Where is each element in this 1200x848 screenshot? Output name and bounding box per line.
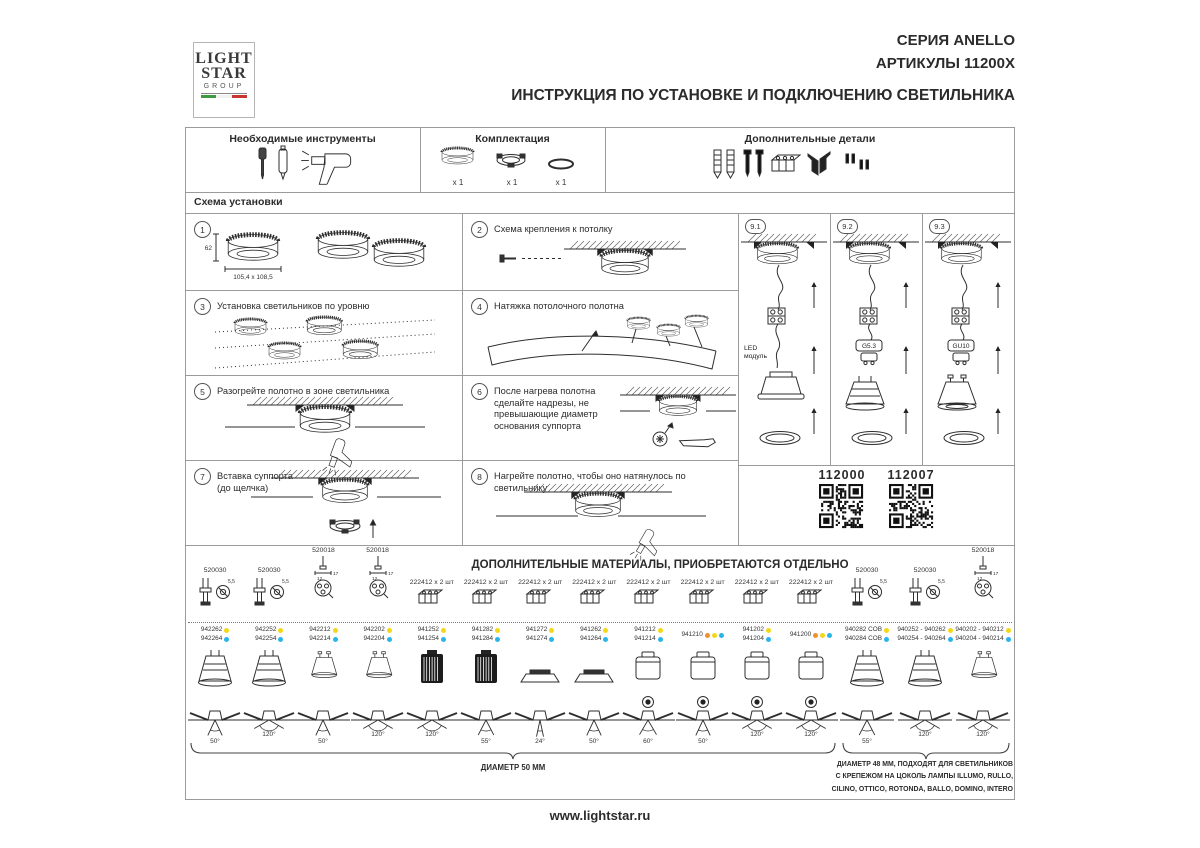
accessory-code: 222412 x 2 шт bbox=[518, 579, 563, 586]
article-number: 112000 bbox=[818, 468, 866, 482]
svg-text:5,5: 5,5 bbox=[938, 579, 945, 585]
lamp-icon bbox=[246, 648, 292, 696]
lamp-code-row bbox=[472, 626, 500, 635]
variant-9-3-diagram bbox=[922, 222, 1014, 467]
lamp-code: 941254 bbox=[417, 635, 439, 642]
lamp-codes bbox=[634, 622, 662, 648]
variant-number: 9.2 bbox=[837, 219, 858, 234]
color-temp-dot-cyan bbox=[224, 637, 229, 642]
color-temp-dot-yellow bbox=[333, 628, 338, 633]
lamp-code-row bbox=[418, 626, 446, 635]
accessory bbox=[410, 545, 454, 622]
variant-9-2-diagram bbox=[830, 222, 922, 467]
lamp-codes bbox=[309, 622, 337, 648]
lamp-code-row bbox=[897, 626, 952, 635]
accessory-code: 222412 x 2 шт bbox=[680, 579, 725, 586]
lamp-code: 942202 bbox=[363, 626, 385, 634]
dashed-divider bbox=[188, 622, 1012, 623]
lamp-icon bbox=[355, 648, 401, 696]
lamp-code: 940204 - 940214 bbox=[955, 635, 1004, 642]
lamp-icon bbox=[517, 648, 563, 696]
italian-flag-bar bbox=[201, 93, 247, 98]
lamp-code-row bbox=[955, 635, 1010, 644]
lamp-code-row bbox=[580, 635, 608, 644]
lamp-code: 941282 bbox=[471, 626, 494, 634]
tools-icons bbox=[255, 146, 375, 191]
tools-title: Необходимые инструменты bbox=[229, 133, 376, 145]
lamp-code: 940202 - 940212 bbox=[955, 626, 1004, 634]
lamp-code-row bbox=[472, 635, 500, 644]
color-temp-dot-cyan bbox=[441, 637, 446, 642]
svg-text:105,4 x 108,5: 105,4 x 108,5 bbox=[233, 274, 273, 281]
lamp-icon bbox=[300, 648, 346, 696]
svg-text:17: 17 bbox=[387, 572, 393, 577]
color-temp-dot-orange bbox=[813, 633, 818, 638]
step-1-diagram bbox=[195, 229, 455, 290]
lamp-code-row bbox=[526, 626, 554, 635]
svg-text:LED: LED bbox=[744, 345, 758, 352]
lamp-icon bbox=[463, 648, 509, 696]
lamp-code: 940282 COB bbox=[845, 626, 882, 634]
terminal-accessory-icon bbox=[469, 586, 503, 613]
additional-materials-section bbox=[185, 545, 1015, 800]
svg-text:62: 62 bbox=[204, 245, 212, 252]
accessory-code: 520030 bbox=[203, 567, 227, 574]
color-temp-dot-yellow bbox=[766, 628, 771, 633]
svg-text:17: 17 bbox=[333, 572, 339, 577]
accessory-code: 520018 bbox=[312, 547, 335, 554]
lamp-icon bbox=[625, 648, 671, 696]
step-6-diagram bbox=[620, 387, 736, 462]
color-temp-dot-cyan bbox=[658, 637, 663, 642]
svg-text:120°: 120° bbox=[425, 731, 439, 738]
svg-text:55°: 55° bbox=[862, 738, 872, 745]
step-number: 4 bbox=[471, 298, 488, 315]
kit-item-ring bbox=[546, 156, 576, 187]
accessory-code: 520030 bbox=[913, 567, 937, 574]
lamp-code-row bbox=[201, 635, 229, 644]
color-temp-dot-cyan bbox=[278, 637, 283, 642]
lamp-code: 940254 - 940264 bbox=[897, 635, 946, 642]
color-temp-dot-cyan bbox=[1006, 637, 1011, 642]
color-temp-dot-yellow bbox=[712, 633, 717, 638]
accessory bbox=[249, 545, 289, 622]
materials-title: ДОПОЛНИТЕЛЬНЫЕ МАТЕРИАЛЫ, ПРИОБРЕТАЮТСЯ ОТДЕЛЬНО bbox=[471, 559, 849, 571]
lamp-icon bbox=[409, 648, 455, 696]
material-column bbox=[567, 545, 621, 748]
step-2-diagram bbox=[498, 239, 718, 290]
svg-text:120°: 120° bbox=[976, 731, 990, 738]
lamp-code: 940284 COB bbox=[845, 635, 882, 642]
lamp-code: 942262 bbox=[200, 626, 223, 634]
variant-number: 9.1 bbox=[745, 219, 766, 234]
accessory-code: 520018 bbox=[366, 547, 389, 554]
lamp-codes bbox=[418, 622, 446, 648]
lamp-codes bbox=[201, 622, 229, 648]
step-title: Нагрейте полотно, чтобы оно натянулось по светильнику bbox=[494, 471, 686, 493]
step-subtitle: (до щелчка) bbox=[217, 483, 269, 493]
step-number: 5 bbox=[194, 383, 211, 400]
step-title: Вставка суппорта bbox=[217, 471, 293, 481]
color-temp-dot-cyan bbox=[827, 633, 832, 638]
color-temp-dot-cyan bbox=[948, 637, 953, 642]
website-url: www.lightstar.ru bbox=[549, 808, 651, 823]
step-2 bbox=[462, 213, 738, 290]
lamp-code-row bbox=[363, 626, 391, 635]
step-5 bbox=[185, 375, 462, 460]
kit-item-fixture bbox=[438, 146, 478, 187]
color-temp-dot-cyan bbox=[549, 637, 554, 642]
material-column bbox=[188, 545, 242, 748]
color-temp-dot-yellow bbox=[884, 628, 889, 633]
fixture-icon bbox=[438, 146, 478, 177]
accessory-code: 222412 x 2 шт bbox=[788, 579, 834, 586]
lamp-code-row bbox=[845, 626, 889, 635]
step-5-diagram bbox=[225, 397, 425, 464]
terminal-accessory-icon bbox=[686, 586, 720, 613]
lamp-codes bbox=[526, 622, 554, 648]
svg-text:120°: 120° bbox=[804, 731, 818, 738]
lamp-codes bbox=[255, 622, 283, 648]
lamp-codes bbox=[681, 622, 723, 648]
lamp-code: 942204 bbox=[363, 635, 385, 642]
qr-section bbox=[738, 468, 1015, 544]
accessory bbox=[518, 545, 562, 622]
kit-count: x 1 bbox=[555, 178, 567, 187]
lamp-code: 941272 bbox=[525, 626, 548, 634]
lamp-icon bbox=[192, 648, 238, 696]
lamp-codes bbox=[955, 622, 1010, 648]
lamp-icon bbox=[680, 648, 726, 696]
clip-accessory-icon bbox=[847, 574, 887, 617]
svg-text:120°: 120° bbox=[918, 731, 932, 738]
lamp-code: 940252 - 940262 bbox=[897, 626, 946, 634]
svg-text:120°: 120° bbox=[262, 731, 276, 738]
lamp-codes bbox=[363, 622, 391, 648]
step-number: 1 bbox=[194, 221, 211, 238]
material-column bbox=[676, 545, 730, 748]
lamp-code-row bbox=[634, 626, 662, 635]
svg-text:модуль: модуль bbox=[744, 353, 768, 360]
lamp-code-row bbox=[634, 635, 662, 644]
lamp-code-row bbox=[526, 635, 554, 644]
lamp-code-row bbox=[743, 626, 771, 635]
accessory-code: 222412 x 2 шт bbox=[626, 579, 671, 586]
qr-item bbox=[818, 468, 865, 544]
material-column bbox=[405, 545, 459, 748]
accessory-code: 222412 x 2 шт bbox=[734, 579, 779, 586]
accessory bbox=[735, 545, 779, 622]
lamp-code: 941284 bbox=[471, 635, 494, 642]
step-title: Разогрейте полотно в зоне светильника bbox=[217, 386, 390, 396]
color-temp-dot-yellow bbox=[495, 628, 500, 633]
lamp-codes bbox=[845, 622, 889, 648]
lamp-code-row bbox=[845, 635, 889, 644]
step-number: 8 bbox=[471, 468, 488, 485]
accessory-code: 520030 bbox=[257, 567, 281, 574]
color-temp-dot-cyan bbox=[719, 633, 724, 638]
lamp-code-row bbox=[201, 626, 229, 635]
logo-text: LIGHT bbox=[195, 50, 253, 67]
color-temp-dot-cyan bbox=[603, 637, 608, 642]
divider-line bbox=[185, 192, 1015, 193]
svg-text:55°: 55° bbox=[481, 738, 491, 745]
svg-text:50°: 50° bbox=[210, 738, 220, 745]
variant-number: 9.3 bbox=[929, 219, 950, 234]
lamp-code: 941274 bbox=[525, 635, 548, 642]
accessory bbox=[572, 545, 616, 622]
lamp-codes bbox=[580, 622, 608, 648]
note-line: С КРЕПЕЖОМ НА ЦОКОЛЬ ЛАМПЫ ILLUMO, RULLO, bbox=[835, 773, 1013, 781]
step-title: Установка светильников по уровню bbox=[217, 301, 370, 311]
material-column bbox=[954, 545, 1012, 748]
svg-text:50°: 50° bbox=[589, 738, 600, 745]
lamp-code-row bbox=[418, 635, 446, 644]
color-temp-dot-cyan bbox=[766, 637, 771, 642]
step-7-diagram bbox=[251, 470, 441, 549]
page-title: ИНСТРУКЦИЯ ПО УСТАНОВКЕ И ПОДКЛЮЧЕНИЮ СВЕТИЛЬНИКА bbox=[511, 87, 1015, 104]
lamp-icon bbox=[734, 648, 780, 696]
lamp-code-row bbox=[681, 631, 723, 640]
clip-accessory-icon bbox=[905, 574, 945, 617]
lamp-code: 941262 bbox=[580, 626, 602, 634]
clip-accessory-icon bbox=[195, 574, 235, 617]
color-temp-dot-yellow bbox=[387, 628, 392, 633]
lamp-code: 941210 bbox=[681, 630, 703, 638]
series-title: СЕРИЯ ANELLO bbox=[896, 32, 1015, 49]
lamp-code-row bbox=[309, 635, 337, 644]
lamp-code: 941264 bbox=[580, 635, 602, 642]
accessory bbox=[358, 545, 398, 622]
lamp-code: 942254 bbox=[255, 635, 277, 642]
step-number: 3 bbox=[194, 298, 211, 315]
lamp-code: 941202 bbox=[742, 626, 764, 634]
terminal-accessory-icon bbox=[415, 586, 449, 613]
color-temp-dot-yellow bbox=[549, 628, 554, 633]
accessory-code: 520030 bbox=[855, 567, 879, 574]
clip-accessory-icon bbox=[249, 574, 289, 617]
accessory bbox=[626, 545, 670, 622]
svg-text:GU10: GU10 bbox=[952, 343, 970, 350]
lamp-icon bbox=[902, 648, 948, 696]
material-column bbox=[896, 545, 954, 748]
lamp-code-row bbox=[363, 635, 391, 644]
svg-text:5,5: 5,5 bbox=[282, 579, 290, 585]
color-temp-dot-yellow bbox=[441, 628, 446, 633]
terminal-accessory-icon bbox=[577, 586, 611, 613]
accessory-code: 222412 x 2 шт bbox=[463, 579, 508, 586]
svg-text:120°: 120° bbox=[750, 731, 764, 738]
accessory bbox=[681, 545, 725, 622]
kit-title: Комплектация bbox=[475, 133, 550, 145]
kit-count: x 1 bbox=[506, 178, 518, 187]
svg-text:50°: 50° bbox=[697, 738, 708, 745]
svg-text:24°: 24° bbox=[535, 738, 546, 745]
material-column bbox=[242, 545, 296, 748]
material-column bbox=[784, 545, 838, 748]
lamp-code: 941200 bbox=[789, 630, 812, 638]
terminal-accessory-icon bbox=[740, 586, 774, 613]
material-column bbox=[351, 545, 405, 748]
step-number: 7 bbox=[194, 468, 211, 485]
material-column bbox=[730, 545, 784, 748]
step-title: Схема крепления к потолку bbox=[494, 224, 613, 234]
step-title: После нагрева полотна сделайте надрезы, не превышающие диаметр основания суппорта bbox=[494, 386, 598, 431]
schema-section-title: Схема установки bbox=[194, 196, 283, 208]
color-temp-dot-yellow bbox=[603, 628, 608, 633]
lamp-code-row bbox=[580, 626, 608, 635]
document-header bbox=[511, 30, 1015, 105]
material-column bbox=[296, 545, 350, 748]
lamp-code: 941204 bbox=[742, 635, 764, 642]
lamp-code-row bbox=[255, 635, 283, 644]
svg-text:12: 12 bbox=[371, 577, 377, 582]
pin-accessory-icon bbox=[303, 554, 343, 605]
step-title: Натяжка потолочного полотна bbox=[494, 301, 624, 311]
svg-text:50°: 50° bbox=[318, 738, 329, 745]
qr-code bbox=[819, 484, 864, 534]
svg-text:120°: 120° bbox=[370, 731, 385, 738]
step-3-diagram bbox=[215, 316, 435, 377]
diameter-note-right bbox=[781, 759, 1013, 796]
accessory-code: 520018 bbox=[971, 547, 995, 554]
accessory bbox=[905, 545, 945, 622]
svg-text:12: 12 bbox=[317, 577, 323, 582]
logo-text: STAR bbox=[201, 65, 247, 83]
color-temp-dot-cyan bbox=[495, 637, 500, 642]
step-8-diagram bbox=[496, 484, 706, 549]
qr-code bbox=[889, 484, 934, 534]
lamp-codes bbox=[897, 622, 952, 648]
article-number: 112007 bbox=[887, 468, 935, 482]
step-number: 2 bbox=[471, 221, 488, 238]
step-4-diagram bbox=[484, 315, 719, 378]
materials-columns bbox=[188, 545, 1012, 748]
note-line: CILINO, OTTICO, ROTONDA, BALLO, DOMINO, INTERO bbox=[831, 785, 1013, 793]
pin-accessory-icon bbox=[358, 554, 398, 605]
kit-item-support bbox=[494, 150, 530, 187]
material-column bbox=[621, 545, 675, 748]
kit-items bbox=[438, 146, 576, 187]
color-temp-dot-yellow bbox=[948, 628, 953, 633]
lamp-code-row bbox=[790, 631, 832, 640]
lamp-code: 941252 bbox=[417, 626, 439, 634]
step-1 bbox=[185, 213, 462, 290]
lamp-code: 941214 bbox=[634, 635, 656, 642]
lamp-code: 942212 bbox=[309, 626, 331, 634]
material-column bbox=[459, 545, 513, 748]
support-ring-icon bbox=[494, 150, 530, 177]
lightstar-logo bbox=[193, 42, 255, 118]
svg-text:60°: 60° bbox=[643, 738, 654, 745]
color-temp-dot-yellow bbox=[224, 628, 229, 633]
accessory-code: 222412 x 2 шт bbox=[409, 579, 454, 586]
material-column bbox=[838, 545, 896, 748]
step-7 bbox=[185, 460, 462, 545]
color-temp-dot-cyan bbox=[387, 637, 392, 642]
color-temp-dot-orange bbox=[705, 633, 710, 638]
diameter-note-left: ДИАМЕТР 50 ММ bbox=[480, 763, 546, 772]
note-line: ДИАМЕТР 48 ММ, ПОДХОДЯТ ДЛЯ СВЕТИЛЬНИКОВ bbox=[836, 761, 1013, 768]
pin-accessory-icon bbox=[963, 554, 1003, 605]
svg-text:5,5: 5,5 bbox=[228, 579, 236, 585]
accessory bbox=[789, 545, 833, 622]
accessory-code: 222412 x 2 шт bbox=[572, 579, 617, 586]
color-temp-dot-yellow bbox=[278, 628, 283, 633]
extras-title: Дополнительные детали bbox=[744, 133, 876, 145]
color-temp-dot-yellow bbox=[1006, 628, 1011, 633]
step-3 bbox=[185, 290, 462, 375]
lamp-code-row bbox=[897, 635, 952, 644]
step-6 bbox=[462, 375, 738, 460]
step-4 bbox=[462, 290, 738, 375]
lamp-icon bbox=[844, 648, 890, 696]
lamp-icon bbox=[960, 648, 1006, 696]
terminal-accessory-icon bbox=[631, 586, 665, 613]
logo-group-text: GROUP bbox=[203, 83, 245, 91]
lamp-codes bbox=[790, 622, 832, 648]
svg-text:5,5: 5,5 bbox=[880, 579, 887, 585]
articles-title: АРТИКУЛЫ 11200X bbox=[875, 54, 1015, 72]
step-number: 6 bbox=[471, 383, 488, 400]
lamp-code: 942214 bbox=[309, 635, 331, 642]
terminal-accessory-icon bbox=[794, 586, 828, 613]
qr-item bbox=[888, 468, 935, 544]
lamp-icon bbox=[571, 648, 617, 696]
material-column bbox=[513, 545, 567, 748]
lamp-code-row bbox=[743, 635, 771, 644]
terminal-accessory-icon bbox=[523, 586, 557, 613]
color-temp-dot-cyan bbox=[884, 637, 889, 642]
lamp-code-row bbox=[955, 626, 1010, 635]
lamp-code: 941212 bbox=[634, 626, 656, 634]
rubber-ring-icon bbox=[546, 156, 576, 177]
accessory bbox=[464, 545, 508, 622]
lamp-code-row bbox=[255, 626, 283, 635]
lamp-code: 942264 bbox=[200, 635, 223, 642]
color-temp-dot-yellow bbox=[658, 628, 663, 633]
svg-text:17: 17 bbox=[993, 572, 999, 577]
lamp-code: 942252 bbox=[255, 626, 277, 634]
lamp-icon bbox=[788, 648, 834, 696]
variant-9-1-diagram bbox=[738, 222, 830, 467]
lamp-codes bbox=[472, 622, 500, 648]
accessory bbox=[963, 545, 1003, 622]
lamp-code-row bbox=[309, 626, 337, 635]
accessory bbox=[847, 545, 887, 622]
extras-icons bbox=[712, 148, 912, 189]
color-temp-dot-cyan bbox=[333, 637, 338, 642]
accessory bbox=[303, 545, 343, 622]
color-temp-dot-yellow bbox=[820, 633, 825, 638]
svg-text:G5.3: G5.3 bbox=[861, 343, 877, 350]
accessory bbox=[195, 545, 235, 622]
lamp-codes bbox=[743, 622, 771, 648]
svg-text:12: 12 bbox=[977, 577, 983, 582]
kit-count: x 1 bbox=[452, 178, 464, 187]
step-8 bbox=[462, 460, 738, 545]
